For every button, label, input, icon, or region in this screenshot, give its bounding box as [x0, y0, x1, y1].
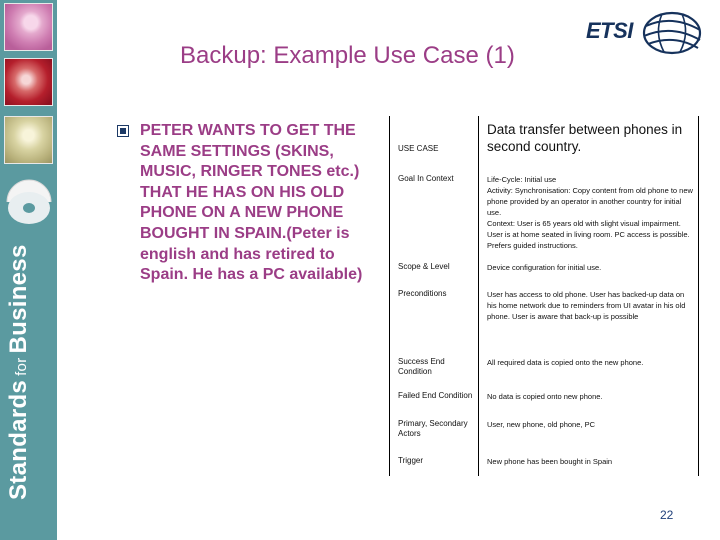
- pink-globe-image: [4, 3, 53, 51]
- table-row: [390, 255, 699, 283]
- row-label: Scope & Level: [390, 255, 479, 283]
- brand-part2: Business: [5, 244, 32, 354]
- row-label: Goal In Context: [390, 168, 479, 255]
- row-label: Primary, Secondary Actors: [390, 413, 479, 449]
- row-value: Life-Cycle: Initial use Activity: Synchronisation: Copy content from old phone to new phone provided by an operator in another country for initial use. Context: User is 65 years old with slight visual impairment. User is at home seated in living room. PC access is possible. Prefers guided instructions.: [487, 175, 693, 250]
- row-value: Device configuration for initial use.: [487, 263, 602, 272]
- row-label: USE CASE: [390, 116, 479, 168]
- slide-title: Backup: Example Use Case (1): [180, 42, 515, 69]
- standards-for-business-label: [5, 244, 33, 500]
- sidebar: [0, 0, 57, 540]
- row-value: Data transfer between phones in second country.: [487, 122, 683, 154]
- table-row: [390, 116, 699, 168]
- row-label: Failed End Condition: [390, 383, 479, 413]
- row-value: New phone has been bought in Spain: [487, 457, 613, 466]
- table-row: [390, 283, 699, 349]
- row-value: User, new phone, old phone, PC: [487, 420, 595, 429]
- etsi-logo: [586, 10, 706, 56]
- logo-text: ETSI: [586, 18, 633, 43]
- row-label: Success End Condition: [390, 349, 479, 383]
- table-row: [390, 449, 699, 476]
- bullet-text: PETER WANTS TO GET THE SAME SETTINGS (SKINS, MUSIC, RINGER TONES etc.) THAT HE HAS ON HIS OLD PHONE ON A NEW PHONE BOUGHT IN SPAIN.(Peter is english and has retired to Spain. He has a PC available): [140, 122, 363, 284]
- table-row: [390, 168, 699, 255]
- brand-part1: Standards: [5, 379, 32, 500]
- table-row: [390, 383, 699, 413]
- globe-logo-icon: [638, 10, 704, 56]
- row-value: User has access to old phone. User has backed-up data on his home network due to reminders from UI avatar in his old phone. User is aware that back-up is possible: [487, 290, 686, 321]
- red-globe-image: [4, 58, 53, 106]
- table-row: [390, 349, 699, 383]
- table-row: [390, 413, 699, 449]
- beige-globe-image: [4, 116, 53, 164]
- row-value: No data is copied onto new phone.: [487, 392, 603, 401]
- use-case-table: [389, 116, 699, 476]
- row-value: All required data is copied onto the new phone.: [487, 358, 644, 367]
- row-label: Preconditions: [390, 283, 479, 349]
- brand-for: for: [13, 357, 30, 376]
- row-label: Trigger: [390, 449, 479, 476]
- cd-disc-icon: [4, 172, 53, 232]
- page-number: 22: [660, 508, 674, 522]
- bullet-checkbox-icon: [117, 125, 129, 137]
